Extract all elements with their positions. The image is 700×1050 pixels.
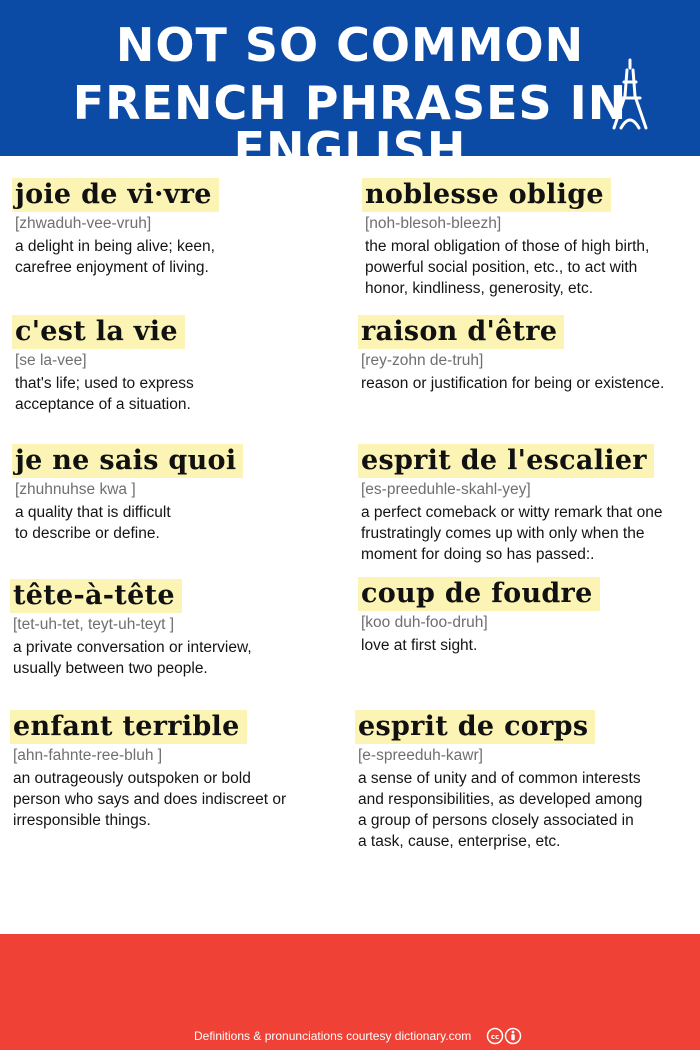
phrase-pronunciation: [rey-zohn de-truh]	[361, 352, 484, 369]
phrase-pronunciation: [ahn-fahnte-ree-bluh ]	[13, 747, 163, 764]
phrase-entry	[10, 710, 340, 831]
phrase-term: joie de vi·vre	[12, 178, 219, 212]
phrase-definition: the moral obligation of those of high birth, powerful social position, etc., to act with honor, kindliness, generosity, etc.	[365, 238, 650, 297]
phrase-term: enfant terrible	[10, 710, 247, 744]
phrase-pronunciation: [noh-blesoh-bleezh]	[365, 215, 502, 232]
phrase-entry	[358, 315, 688, 394]
phrase-pronunciation: [se la-vee]	[15, 352, 87, 369]
phrase-entry	[355, 710, 685, 852]
eiffel-tower-icon	[608, 58, 652, 130]
attribution-icon	[506, 1029, 521, 1044]
phrase-term: tête-à-tête	[10, 579, 182, 613]
footer-credit: Definitions & pronunciations courtesy dictionary.com	[194, 1029, 472, 1043]
creative-commons-icon	[486, 1027, 522, 1045]
phrase-pronunciation: [koo duh-foo-druh]	[361, 614, 488, 631]
phrase-definition: love at first sight.	[361, 637, 478, 654]
phrase-term: esprit de l'escalier	[358, 444, 654, 478]
phrase-pronunciation: [zhwaduh-vee-vruh]	[15, 215, 152, 232]
title-line-2: FRENCH PHRASES IN ENGLISH	[72, 76, 628, 176]
phrase-term: je ne sais quoi	[12, 444, 243, 478]
header-banner	[0, 0, 700, 176]
phrase-pronunciation: [es-preeduhle-skahl-yey]	[361, 481, 531, 498]
phrase-term: noblesse oblige	[362, 178, 611, 212]
phrase-entry	[362, 178, 692, 299]
title-line-1: NOT SO COMMON	[115, 18, 585, 72]
phrase-pronunciation: [tet-uh-tet, teyt-uh-teyt ]	[13, 616, 175, 633]
phrase-entry	[10, 579, 340, 679]
phrase-definition: a quality that is difficult to describe or define.	[15, 504, 171, 542]
phrase-definition: a perfect comeback or witty remark that one frustratingly comes up with only when the moment for doing so has passed:.	[361, 504, 663, 563]
phrase-term: esprit de corps	[355, 710, 595, 744]
phrase-definition: a delight in being alive; keen, carefree enjoyment of living.	[15, 238, 215, 276]
phrase-entry	[12, 315, 342, 415]
phrase-definition: reason or justification for being or existence.	[361, 375, 665, 392]
phrase-pronunciation: [zhuhnuhse kwa ]	[15, 481, 136, 498]
phrase-entry	[358, 444, 688, 565]
phrase-term: raison d'être	[358, 315, 564, 349]
phrase-entry	[12, 178, 342, 278]
phrase-entry	[358, 577, 688, 656]
phrase-definition: that's life; used to express acceptance of a situation.	[15, 375, 194, 413]
phrase-definition: an outrageously outspoken or bold person who says and does indiscreet or irresponsible things.	[13, 770, 287, 829]
svg-text:cc: cc	[490, 1033, 500, 1041]
phrase-definition: a private conversation or interview, usually between two people.	[13, 639, 252, 677]
phrase-definition: a sense of unity and of common interests and responsibilities, as developed among a group of persons closely associated in a task, cause, enterprise, etc.	[358, 770, 643, 850]
phrase-pronunciation: [e-spreeduh-kawr]	[358, 747, 483, 764]
phrase-term: c'est la vie	[12, 315, 185, 349]
phrase-term: coup de foudre	[358, 577, 600, 611]
phrase-entry	[12, 444, 342, 544]
